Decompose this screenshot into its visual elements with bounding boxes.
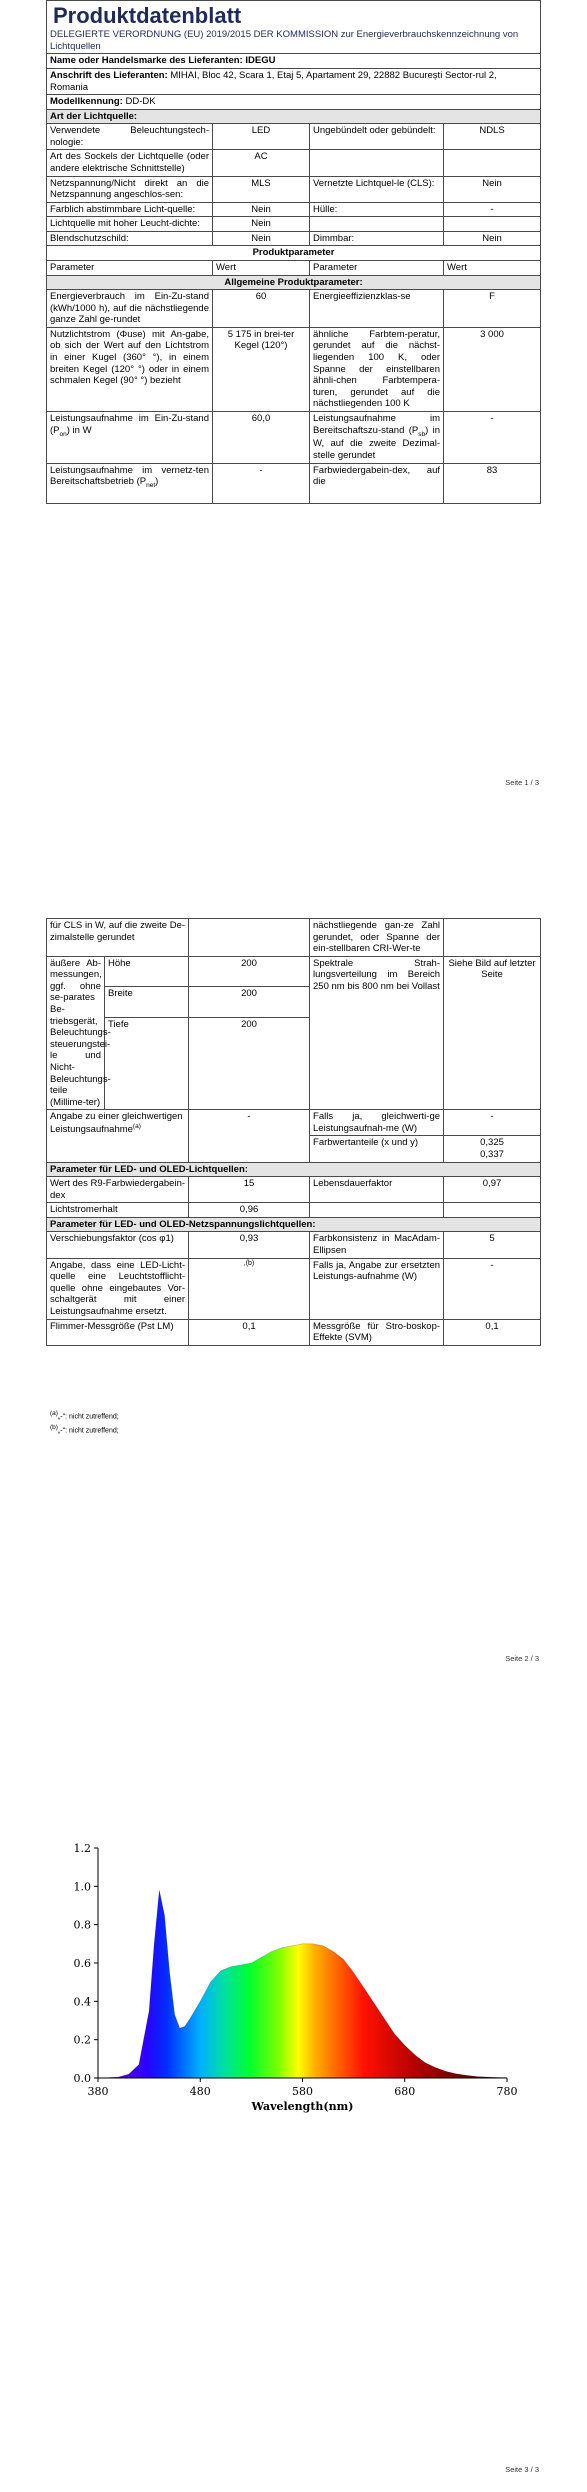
maintenance-label: Lichtstromerhalt	[47, 1203, 189, 1218]
replace-label: Angabe, dass eine LED-Licht-quelle eine Leuchtstofflicht-quelle ohne eingebautes Vor-schaltgerät mit einer Leistungsaufnahme ersetzt.	[47, 1258, 189, 1319]
footnote-b-mark: (b)	[50, 1423, 58, 1431]
envelope-label: Hülle:	[310, 202, 444, 217]
chroma-y: 0,337	[480, 1148, 504, 1160]
survival-label: Lebensdauerfaktor	[310, 1177, 444, 1203]
equiv-label	[47, 1110, 189, 1162]
energy-value: 60	[213, 290, 310, 328]
standby-label	[310, 411, 444, 463]
efficiency-value: F	[444, 290, 541, 328]
supplier-name-label: Name oder Handelsmarke des Lieferanten:	[50, 55, 243, 67]
supplier-name-value: IDEGU	[245, 55, 276, 67]
mains-value: MLS	[213, 176, 310, 202]
cap-value: AC	[213, 150, 310, 176]
cct-label: ähnliche Farbtem-peratur, gerundet auf die nächst-liegenden 100 K, oder Spanne der einstellbaren ähnli-chen Farbtempera-turen, gerundet auf die nächstliegenden 100 K	[310, 327, 444, 411]
x-tick-label: 380	[87, 2085, 109, 2098]
cri-value: 83	[444, 463, 541, 503]
col-header-param: Parameter	[310, 261, 444, 276]
empty-cell	[310, 1203, 444, 1218]
y-tick-label: 1.2	[73, 1842, 91, 1855]
connected-value: Nein	[444, 176, 541, 202]
flux-value: 5 175 in brei-ter Kegel (120°)	[213, 327, 310, 411]
power-on-label	[47, 411, 213, 463]
depth-label: Tiefe	[105, 1018, 189, 1110]
y-tick-label: 0.4	[73, 1995, 91, 2009]
networked-label-part2: für CLS in W, auf die zweite De-zimalstelle gerundet	[47, 919, 189, 957]
page-title: Produktdatenblatt	[53, 3, 242, 28]
power-on-label-text: Leistungsaufnahme im Ein-Zu-stand (P	[50, 412, 209, 436]
col-header-value: Wert	[444, 261, 541, 276]
empty-cell	[444, 1203, 541, 1218]
mains-label: Netzspannung/Nicht direkt an die Netzspannung angeschlos-sen:	[47, 176, 213, 202]
dims-label: äußere Ab-messungen, ggf. ohne se-parates Be-triebsgerät, Beleuchtungs-steuerungstei-le und Nicht-Beleuchtungs-teile (Millime-ter)	[47, 956, 105, 1110]
height-label: Höhe	[105, 956, 189, 987]
header-cell	[47, 1, 541, 54]
general-params-section: Allgemeine Produktparameter:	[47, 275, 541, 290]
equiv-footnote-mark: (a)	[132, 1122, 141, 1130]
empty-cell	[310, 217, 444, 232]
power-on-value: 60,0	[213, 411, 310, 463]
page-number-3: Seite 3 / 3	[505, 2465, 539, 2474]
footnote-b-text: „-": nicht zutreffend;	[57, 1426, 119, 1434]
cri-label-part2: nächstliegende gan-ze Zahl gerundet, oder Spanne der ein-stellbaren CRI-Wer-te	[310, 919, 444, 957]
replace-w-label: Falls ja, Angabe zur ersetzten Leistungs-aufnahme (W)	[310, 1258, 444, 1319]
width-value: 200	[189, 987, 310, 1018]
empty-cell	[444, 150, 541, 176]
colour-tunable-value: Nein	[213, 202, 310, 217]
led-params-section: Parameter für LED- und OLED-Lichtquellen:	[47, 1162, 541, 1177]
data-sheet-table-2	[46, 918, 541, 1346]
standby-value: -	[444, 411, 541, 463]
glare-label: Blendschutzschild:	[47, 231, 213, 246]
spectral-label: Spektrale Strah-lungsverteilung im Bereich 250 nm bis 800 nm bei Vollast	[310, 956, 444, 1110]
nondirect-value: NDLS	[444, 124, 541, 150]
spectral-value: Siehe Bild auf letzter Seite	[444, 956, 541, 1110]
tech-value: LED	[213, 124, 310, 150]
x-tick-label: 580	[292, 2085, 313, 2098]
footnote-a-text: „-": nicht zutreffend;	[57, 1413, 119, 1421]
supplier-name-row	[47, 54, 541, 69]
y-tick-label: 1.0	[73, 1880, 91, 1894]
maintenance-value: 0,96	[189, 1203, 310, 1218]
shift-value: 0,93	[189, 1232, 310, 1258]
x-tick-label: 480	[189, 2085, 211, 2098]
x-tick-label: 780	[496, 2085, 518, 2098]
width-label: Breite	[105, 987, 189, 1018]
networked-label-text: Leistungsaufnahme im vernetz-ten Bereitschaftsbetrieb (P	[50, 464, 209, 488]
supplier-address-row	[47, 68, 541, 94]
stroboscopic-value: 0,1	[444, 1319, 541, 1345]
power-on-label-unit: ) in W	[66, 424, 92, 436]
flicker-value: 0,1	[189, 1319, 310, 1345]
tech-label: Verwendete Beleuchtungstech-nologie:	[47, 124, 213, 150]
product-params-section: Produktparameter	[47, 246, 541, 261]
empty-cell	[444, 919, 541, 957]
cri-label-part1: Farbwiedergabein-dex, auf die	[310, 463, 444, 503]
model-row	[47, 95, 541, 110]
mains-params-section: Parameter für LED- und OLED-Netzspannungslichtquellen:	[47, 1217, 541, 1232]
replace-value: ,(b)	[189, 1258, 310, 1319]
cct-value: 3 000	[444, 327, 541, 411]
consistency-label: Farbkonsistenz in MacAdam-Ellipsen	[310, 1232, 444, 1258]
footnote-a	[50, 1409, 119, 1423]
height-value: 200	[189, 956, 310, 987]
equiv-label-text: Angabe zu einer gleichwertigen Leistungsaufnahme	[50, 1111, 183, 1135]
shift-label: Verschiebungsfaktor (cos φ1)	[47, 1232, 189, 1258]
power-on-sub: on	[59, 430, 67, 438]
standby-label-unit: ) in W, auf die zweite Dezimal-stelle gerundet	[313, 424, 440, 461]
networked-label-part1: Leistungsaufnahme im vernetz-ten Bereitschaftsbetrieb $(P_{net})$	[47, 463, 213, 503]
stroboscopic-label: Messgröße für Stro-boskop-Effekte (SVM)	[310, 1319, 444, 1345]
colour-tunable-label: Farblich abstimmbare Licht-quelle:	[47, 202, 213, 217]
spectrum-chart	[0, 1840, 587, 2120]
cap-label: Art des Sockels der Lichtquelle (oder andere elektrische Schnittstelle)	[47, 150, 213, 176]
glare-value: Nein	[213, 231, 310, 246]
footnote-b	[50, 1423, 119, 1437]
plot-area	[74, 1842, 518, 2113]
dimmable-value: Nein	[444, 231, 541, 246]
survival-value: 0,97	[444, 1177, 541, 1203]
spectrum-area	[98, 1890, 507, 2078]
efficiency-label: Energieeffizienzklas-se	[310, 290, 444, 328]
envelope-value: -	[444, 202, 541, 217]
col-header-param: Parameter	[47, 261, 213, 276]
luminance-label: Lichtquelle mit hoher Leucht-dichte:	[47, 217, 213, 232]
equiv-value: -	[189, 1110, 310, 1162]
chroma-label: Farbwertanteile (x und y)	[310, 1136, 444, 1162]
chroma-x: 0,325	[480, 1137, 504, 1149]
page-number-1: Seite 1 / 3	[505, 778, 539, 787]
networked-sub: net	[146, 481, 156, 489]
nondirect-label: Ungebündelt oder gebündelt:	[310, 124, 444, 150]
y-tick-label: 0.2	[73, 2033, 91, 2047]
light-source-section: Art der Lichtquelle:	[47, 109, 541, 124]
flicker-label: Flimmer-Messgröße (Pst LM)	[47, 1319, 189, 1345]
data-sheet-table-1	[46, 0, 541, 504]
depth-value: 200	[189, 1018, 310, 1110]
supplier-address-label: Anschrift des Lieferanten:	[50, 69, 168, 81]
standby-sub: sb	[418, 430, 426, 438]
connected-label: Vernetzte Lichtquel-le (CLS):	[310, 176, 444, 202]
y-tick-label: 0.6	[73, 1957, 91, 1970]
energy-label: Energieverbrauch im Ein-Zu-stand (kWh/1000 h), auf die nächstliegende ganze Zahl ge-rundet	[47, 290, 213, 328]
x-axis-label: Wavelength(nm)	[251, 2100, 354, 2113]
model-label: Modellkennung:	[50, 96, 123, 108]
model-value: DD-DK	[125, 96, 156, 108]
supplier-address-value: MIHAI, Bloc 42, Scara 1, Etaj 5, Apartament 29, 22882 București Sector-rul 2, Romania	[50, 69, 497, 93]
networked-value: -	[213, 463, 310, 503]
luminance-value: Nein	[213, 217, 310, 232]
chroma-values	[444, 1136, 541, 1162]
y-tick-label: 0.0	[73, 2072, 91, 2085]
empty-cell	[444, 217, 541, 232]
r9-label: Wert des R9-Farbwiedergabein-dex	[47, 1177, 189, 1203]
col-header-value: Wert	[213, 261, 310, 276]
flux-label: Nutzlichtstrom (Φuse) mit An-gabe, ob sich der Wert auf den Lichtstrom in einer Kugel (360° °), in einem breiten Kegel (120° °) oder in einem schmalen Kegel (90° °) bezieht	[47, 327, 213, 411]
standby-label-text: Leistungsaufnahme im Bereitschaftszu-stand (P	[313, 412, 440, 436]
equiv-w-label: Falls ja, gleichwerti-ge Leistungsaufnah-me (W)	[310, 1110, 444, 1136]
x-tick-label: 680	[394, 2085, 416, 2098]
replace-w-value: -	[444, 1258, 541, 1319]
equiv-w-value: -	[444, 1110, 541, 1136]
empty-cell	[310, 150, 444, 176]
r9-value: 15	[189, 1177, 310, 1203]
page-number-2: Seite 2 / 3	[505, 1654, 539, 1663]
dimmable-label: Dimmbar:	[310, 231, 444, 246]
footnote-a-mark: (a)	[50, 1410, 58, 1417]
footnotes	[50, 1409, 119, 1436]
regulation-subtitle: DELEGIERTE VERORDNUNG (EU) 2019/2015 DER KOMMISSION zur Energieverbrauchskennzeichnung von Lichtquellen	[50, 29, 519, 52]
consistency-value: 5	[444, 1232, 541, 1258]
empty-cell	[189, 919, 310, 957]
y-tick-label: 0.8	[73, 1918, 91, 1932]
